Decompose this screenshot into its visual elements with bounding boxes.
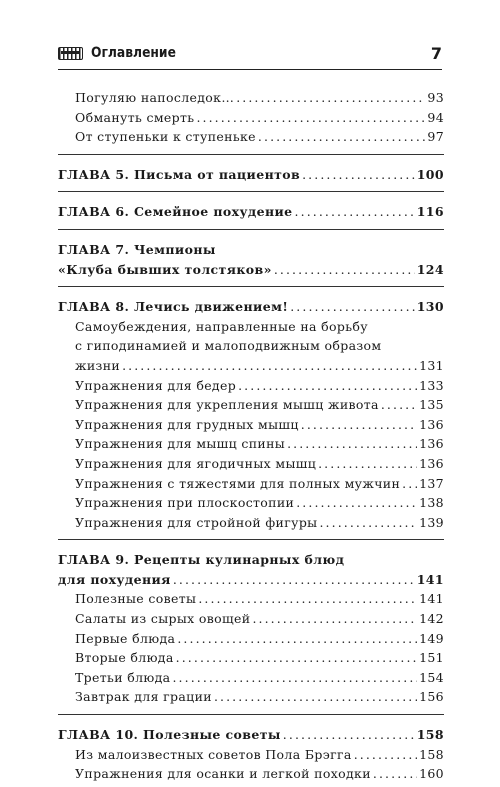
book-series-logo-icon	[58, 47, 83, 60]
dot-leader	[295, 202, 415, 222]
chapter-title-line-1: ГЛАВА 7. Чемпионы	[58, 241, 216, 257]
toc-entry[interactable]	[58, 376, 444, 396]
toc-entry-page: 160	[419, 766, 444, 782]
dot-leader	[274, 260, 415, 280]
toc-entry-page: 154	[419, 669, 444, 685]
toc-entry-title: От ступеньки к ступеньке	[75, 129, 256, 145]
dot-leader	[252, 609, 417, 629]
dot-leader	[302, 165, 415, 185]
dot-leader	[354, 745, 417, 765]
toc-entry-title: Упражнения для укрепления мышц живота	[75, 397, 379, 413]
toc-entry[interactable]	[58, 108, 444, 128]
toc-entry-page: 136	[419, 436, 444, 452]
running-header	[58, 44, 442, 68]
toc-entry[interactable]	[58, 356, 444, 376]
chapter-title: ГЛАВА 8. Лечись движением!	[58, 299, 289, 315]
chapter-title-line-2: для похудения	[58, 571, 171, 587]
dot-leader	[402, 474, 417, 494]
toc-entry-page: 138	[419, 495, 444, 511]
toc-entry-title: Упражнения с тяжестями для полных мужчин	[75, 475, 401, 491]
toc-chapter-7[interactable]	[58, 260, 444, 280]
toc-entry-page: 133	[419, 377, 444, 393]
chapter-title-line-2: «Клуба бывших толстяков»	[58, 261, 272, 277]
dot-leader	[196, 108, 425, 128]
toc-entry-title: Упражнения для ягодичных мышц	[75, 455, 317, 471]
dot-leader	[290, 297, 414, 317]
chapter-page: 158	[416, 727, 444, 743]
toc-entry[interactable]	[58, 648, 444, 668]
dot-leader	[198, 589, 417, 609]
dot-leader	[301, 415, 417, 435]
dot-leader	[373, 764, 417, 784]
chapter-title: ГЛАВА 6. Семейное похудение	[58, 204, 293, 220]
table-of-contents	[58, 88, 444, 784]
toc-entry-page: 142	[419, 611, 444, 627]
dot-leader	[214, 687, 417, 707]
dot-leader	[172, 668, 417, 688]
toc-entry[interactable]	[58, 764, 444, 784]
toc-entry[interactable]	[58, 474, 444, 494]
toc-entry[interactable]	[58, 513, 444, 533]
chapter-page: 116	[416, 204, 444, 220]
toc-entry[interactable]	[58, 454, 444, 474]
toc-entry-page: 137	[419, 475, 444, 491]
dot-leader	[177, 629, 417, 649]
toc-entry[interactable]	[58, 88, 444, 108]
toc-entry-page: 93	[427, 90, 444, 105]
toc-entry-page: 136	[419, 416, 444, 432]
dot-leader	[319, 513, 417, 533]
toc-entry[interactable]	[58, 434, 444, 454]
toc-entry[interactable]	[58, 395, 444, 415]
chapter-page: 100	[416, 166, 444, 182]
toc-entry-line-3: жизни	[75, 357, 121, 373]
toc-entry-title: Салаты из сырых овощей	[75, 611, 251, 627]
toc-chapter-6[interactable]	[58, 202, 444, 222]
toc-chapter-8[interactable]	[58, 297, 444, 317]
dot-leader	[381, 395, 417, 415]
dot-leader	[258, 127, 425, 147]
chapter-title: ГЛАВА 10. Полезные советы	[58, 727, 281, 743]
toc-entry-title: Завтрак для грации	[75, 689, 212, 705]
section-title: Оглавление	[91, 45, 176, 61]
toc-entry-page: 139	[419, 514, 444, 530]
toc-chapter-9[interactable]	[58, 570, 444, 590]
toc-entry[interactable]	[58, 609, 444, 629]
toc-entry-page: 149	[419, 630, 444, 646]
chapter-page: 141	[416, 571, 444, 587]
toc-entry[interactable]	[58, 668, 444, 688]
toc-entry-page: 156	[419, 689, 444, 705]
chapter-title-line-1: ГЛАВА 9. Рецепты кулинарных блюд	[58, 552, 345, 568]
toc-entry-page: 135	[419, 397, 444, 413]
dot-leader	[122, 356, 417, 376]
toc-entry-title: Упражнения для осанки и легкой походки	[75, 766, 371, 782]
chapter-title: ГЛАВА 5. Письма от пациентов	[58, 166, 301, 182]
toc-entry[interactable]	[58, 745, 444, 765]
toc-entry-line-2: с гиподинамией и малоподвижным образом	[75, 338, 382, 354]
toc-entry-page: 131	[419, 357, 444, 373]
chapter-page: 124	[416, 261, 444, 277]
toc-entry[interactable]	[58, 127, 444, 147]
dot-leader	[283, 725, 415, 745]
toc-entry-page: 94	[427, 109, 444, 125]
dot-leader	[173, 570, 415, 590]
dot-leader	[238, 376, 417, 396]
header-rule	[58, 69, 442, 70]
toc-entry-title: Упражнения для мышц спины	[75, 436, 286, 452]
dot-leader	[287, 434, 417, 454]
dot-leader	[296, 493, 417, 513]
toc-entry-title: Упражнения для бедер	[75, 377, 237, 393]
toc-entry[interactable]	[58, 687, 444, 707]
toc-entry-title: Упражнения для грудных мышц	[75, 416, 299, 432]
toc-entry-title: Упражнения для стройной фигуры	[75, 514, 318, 530]
toc-entry-title: Первые блюда	[75, 630, 176, 646]
dot-leader	[318, 454, 417, 474]
toc-entry-line-1: Самоубеждения, направленные на борьбу	[75, 318, 369, 334]
toc-chapter-5[interactable]	[58, 165, 444, 185]
dot-leader	[236, 88, 425, 108]
toc-entry-title: Обмануть смерть	[75, 109, 195, 125]
toc-entry-title: Полезные советы	[75, 591, 197, 607]
toc-entry[interactable]	[58, 493, 444, 513]
toc-entry-page: 136	[419, 455, 444, 471]
toc-entry-title: Погуляю напоследок…	[75, 90, 235, 105]
dot-leader	[176, 648, 417, 668]
toc-entry-page: 158	[419, 746, 444, 762]
toc-entry[interactable]	[58, 629, 444, 649]
toc-entry-title: Упражнения при плоскостопии	[75, 495, 295, 511]
page-number: 7	[430, 44, 442, 63]
toc-entry[interactable]	[58, 589, 444, 609]
chapter-page: 130	[416, 299, 444, 315]
toc-entry-title: Из малоизвестных советов Пола Брэгга	[75, 746, 352, 762]
toc-entry-title: Третьи блюда	[75, 669, 171, 685]
toc-entry-page: 151	[419, 650, 444, 666]
toc-entry[interactable]	[58, 415, 444, 435]
toc-entry-page: 141	[419, 591, 444, 607]
toc-entry-title: Вторые блюда	[75, 650, 174, 666]
toc-entry-page: 97	[427, 129, 444, 145]
toc-chapter-10[interactable]	[58, 725, 444, 745]
